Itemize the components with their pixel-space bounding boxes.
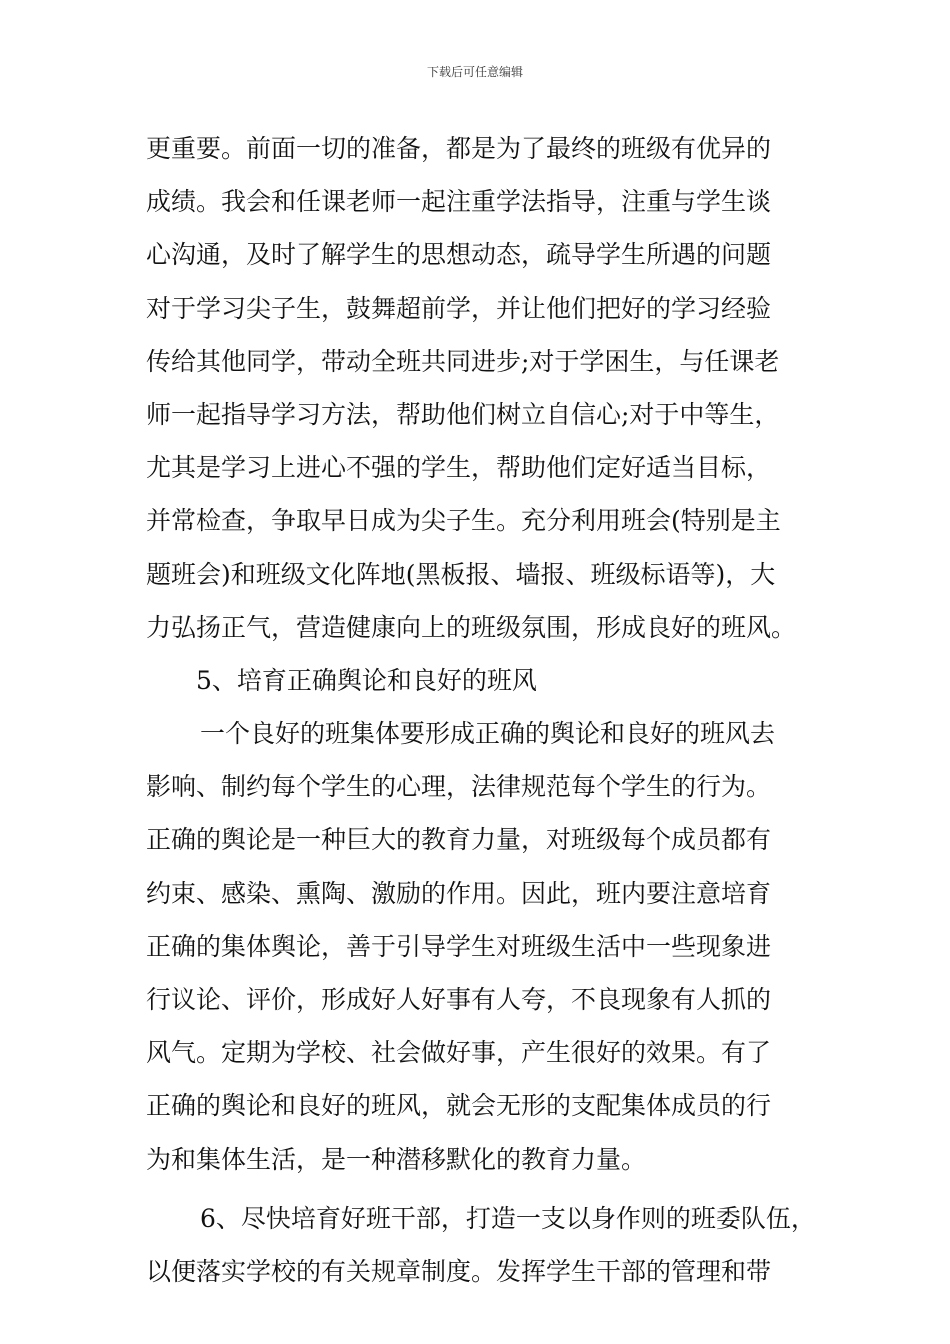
text-line: 题班会)和班级文化阵地(黑板报、墙报、班级标语等)，大 <box>146 559 776 589</box>
text-line: 尤其是学习上进心不强的学生，帮助他们定好适当目标， <box>146 453 772 483</box>
text-line: 传给其他同学，带动全班共同进步;对于学困生，与任课老 <box>146 346 780 376</box>
section-heading-5: 5、培育正确舆论和良好的班风 <box>196 665 537 695</box>
text-line: 为和集体生活，是一种潜移默化的教育力量。 <box>146 1144 647 1174</box>
text-line: 更重要。前面一切的准备，都是为了最终的班级有优异的 <box>146 134 772 163</box>
text-line: 力弘扬正气，营造健康向上的班级氛围，形成良好的班风。 <box>146 612 797 642</box>
paragraph-first-line: 一个良好的班集体要形成正确的舆论和良好的班风去 <box>200 719 776 749</box>
text-line: 正确的舆论和良好的班风，就会无形的支配集体成员的行 <box>146 1091 772 1121</box>
text-line: 约束、感染、熏陶、激励的作用。因此，班内要注意培育 <box>146 878 772 908</box>
section-heading-6: 6、尽快培育好班干部，打造一支以身作则的班委队伍， <box>200 1203 816 1233</box>
text-line: 并常检查，争取早日成为尖子生。充分利用班会(特别是主 <box>146 506 781 536</box>
text-line: 对于学习尖子生，鼓舞超前学，并让他们把好的学习经验 <box>146 293 772 323</box>
text-line: 成绩。我会和任课老师一起注重学法指导，注重与学生谈 <box>146 187 772 217</box>
text-line: 以便落实学校的有关规章制度。发挥学生干部的管理和带 <box>146 1256 772 1286</box>
text-line: 行议论、评价，形成好人好事有人夸，不良现象有人抓的 <box>146 985 772 1014</box>
text-line: 正确的集体舆论，善于引导学生对班级生活中一些现象进 <box>146 931 772 961</box>
text-line: 影响、制约每个学生的心理，法律规范每个学生的行为。 <box>146 772 772 802</box>
text-line: 心沟通，及时了解学生的思想动态，疏导学生所遇的问题 <box>146 240 772 270</box>
page-header: 下载后可任意编辑 <box>426 65 523 79</box>
text-line: 师一起指导学习方法，帮助他们树立自信心;对于中等生， <box>146 399 780 429</box>
text-line: 风气。定期为学校、社会做好事，产生很好的效果。有了 <box>146 1038 772 1068</box>
text-line: 正确的舆论是一种巨大的教育力量，对班级每个成员都有 <box>146 825 772 855</box>
document-body <box>146 122 814 1298</box>
